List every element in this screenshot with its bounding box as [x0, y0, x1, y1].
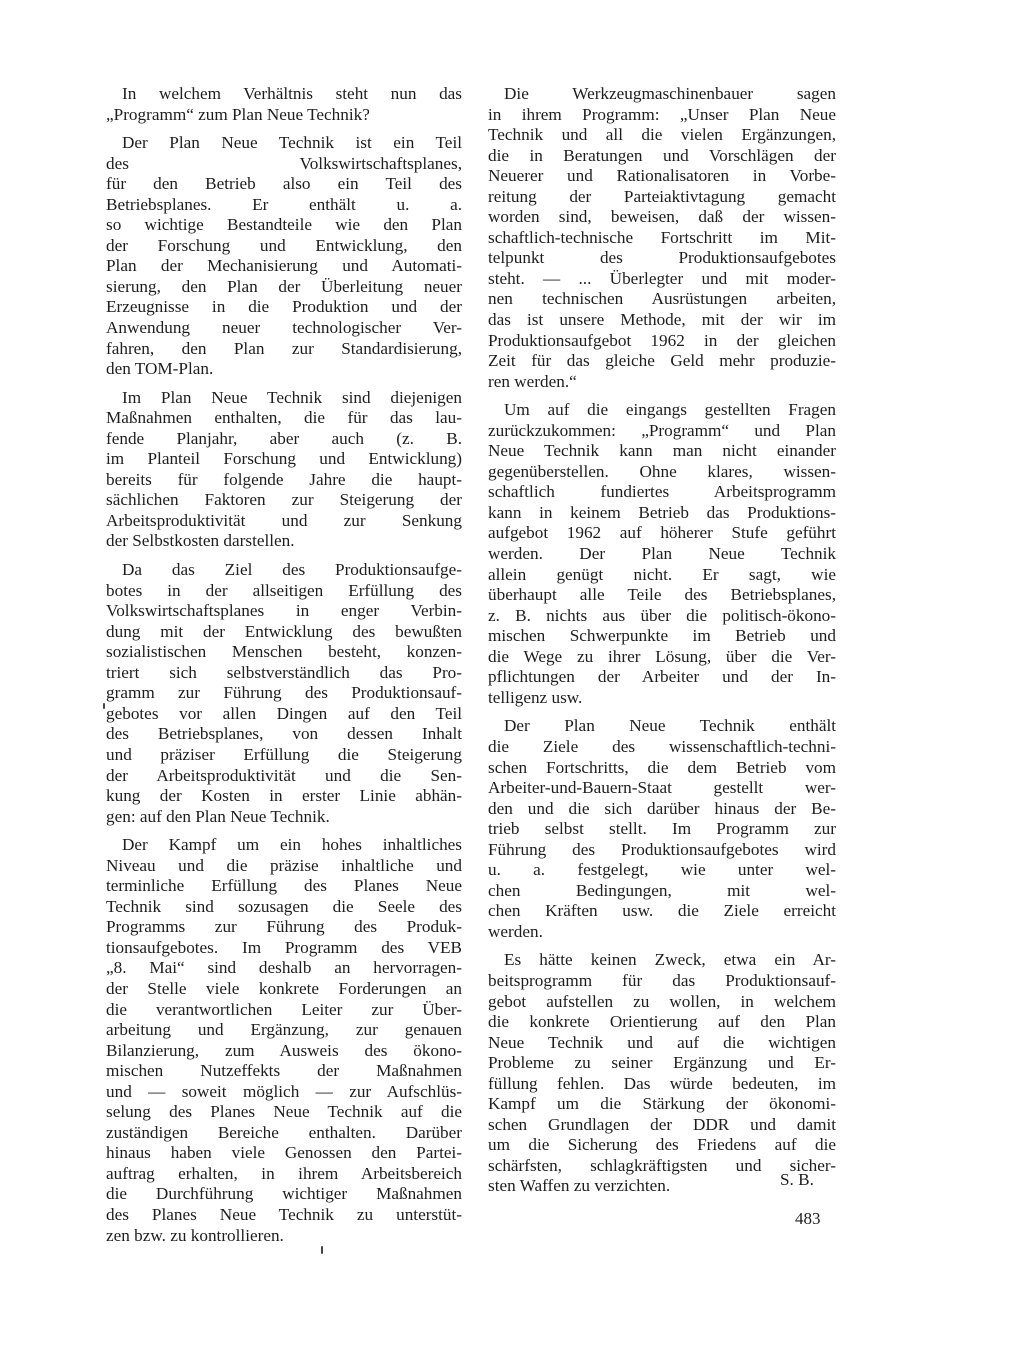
text-line: mischen Nutzeffekts der Maßnahmen: [106, 1061, 462, 1081]
text-line: die Durchführung wichtiger Maßnahmen: [106, 1184, 462, 1204]
left-column: [106, 84, 462, 1254]
text-line: trieb selbst stellt. Im Programm zur: [488, 819, 836, 839]
text-line: Da das Ziel des Produktionsaufge-: [122, 560, 462, 580]
text-line: selung des Planes Neue Technik auf die: [106, 1102, 462, 1122]
text-line: überhaupt alle Teile des Betriebsplanes,: [488, 585, 836, 605]
text-line: u. a. festgelegt, wie unter wel-: [488, 860, 836, 880]
text-line: schen Fortschritts, die dem Betrieb vom: [488, 757, 836, 777]
text-line: chen Bedingungen, mit wel-: [488, 880, 836, 900]
paragraph: [106, 560, 462, 827]
text-line: gen: auf den Plan Neue Technik.: [106, 806, 330, 826]
text-line: Kampf um die Stärkung der ökonomi-: [488, 1094, 836, 1114]
text-line: fahren, den Plan zur Standardisierung,: [106, 338, 462, 358]
text-line: sten Waffen zu verzichten.: [488, 1176, 671, 1196]
text-line: Maßnahmen enthalten, die für das lau-: [106, 408, 462, 428]
text-line: der Selbstkosten darstellen.: [106, 531, 295, 551]
text-line: Produktionsaufgebot 1962 in der gleichen: [488, 330, 836, 350]
text-line: gebotes vor allen Dingen auf den Teil: [106, 703, 462, 723]
paragraph: [488, 950, 836, 1197]
text-line: Neue Technik und auf die wichtigen: [488, 1032, 836, 1052]
paragraph: [106, 133, 462, 380]
text-line: und präziser Erfüllung die Steigerung: [106, 744, 462, 764]
text-line: die Ziele des wissenschaftlich-techni-: [488, 736, 836, 756]
text-line: Volkswirtschaftsplanes in enger Verbin-: [106, 601, 462, 621]
text-line: „Programm“ zum Plan Neue Technik?: [106, 104, 370, 124]
paragraph: [106, 388, 462, 552]
text-line: schaftlich fundiertes Arbeitsprogramm: [488, 482, 836, 502]
text-line: terminliche Erfüllung des Planes Neue: [106, 876, 462, 896]
text-line: beitsprogramm für das Produktionsauf-: [488, 970, 836, 990]
text-line: aufgebot 1962 auf höherer Stufe geführt: [488, 523, 836, 543]
text-line: Bilanzierung, zum Ausweis des ökono-: [106, 1040, 462, 1060]
text-line: Der Plan Neue Technik enthält: [504, 716, 836, 736]
paragraph: [106, 84, 462, 125]
text-line: Im Plan Neue Technik sind diejenigen: [122, 387, 462, 407]
text-line: das ist unsere Methode, mit der wir im: [488, 310, 836, 330]
text-line: sächlichen Faktoren zur Steigerung der: [106, 490, 462, 510]
text-line: steht. — ... Überlegter und mit moder-: [488, 268, 836, 288]
text-line: mischen Schwerpunkte im Betrieb und: [488, 626, 836, 646]
author-signature: S. B.: [780, 1170, 814, 1189]
text-line: Technik sind sozusagen die Seele des: [106, 896, 462, 916]
text-line: Neue Technik kann man nicht einander: [488, 441, 836, 461]
text-line: Arbeiter-und-Bauern-Staat gestellt wer-: [488, 778, 836, 798]
text-line: reitung der Parteiaktivtagung gemacht: [488, 186, 836, 206]
text-line: z. B. nichts aus über die politisch-ökono-: [488, 605, 836, 625]
text-line: auftrag erhalten, in ihrem Arbeitsbereich: [106, 1163, 462, 1183]
text-line: dung mit der Entwicklung des bewußten: [106, 621, 462, 641]
text-line: pflichtungen der Arbeiter und der In-: [488, 667, 836, 687]
text-line: Programms zur Führung des Produk-: [106, 917, 462, 937]
text-line: Der Plan Neue Technik ist ein Teil: [122, 133, 462, 153]
text-line: chen Kräften usw. die Ziele erreicht: [488, 901, 836, 921]
text-line: Betriebsplanes. Er enthält u. a.: [106, 194, 462, 214]
text-line: Technik und all die vielen Ergänzungen,: [488, 125, 836, 145]
text-line: bereits für folgende Jahre die haupt-: [106, 469, 462, 489]
text-line: werden.: [488, 921, 543, 941]
text-line: Der Kampf um ein hohes inhaltliches: [122, 835, 462, 855]
text-line: des Betriebsplanes, von dessen Inhalt: [106, 724, 462, 744]
paragraph: [488, 400, 836, 708]
paragraph: [488, 716, 836, 942]
text-line: arbeitung und Ergänzung, zur genauen: [106, 1020, 462, 1040]
text-line: hinaus haben viele Genossen den Partei-: [106, 1143, 462, 1163]
text-line: in ihrem Programm: „Unser Plan Neue: [488, 104, 836, 124]
text-line: „8. Mai“ sind deshalb an hervorragen-: [106, 958, 462, 978]
text-line: triert sich selbstverständlich das Pro-: [106, 662, 462, 682]
text-line: allein genügt nicht. Er sagt, wie: [488, 564, 836, 584]
text-line: zuständigen Bereiche enthalten. Darüber: [106, 1122, 462, 1142]
text-line: füllung fehlen. Das würde bedeuten, im: [488, 1073, 836, 1093]
text-line: den und die sich darüber hinaus der Be-: [488, 798, 836, 818]
text-line: so wichtige Bestandteile wie den Plan: [106, 215, 462, 235]
text-line: Probleme zu seiner Ergänzung und Er-: [488, 1053, 836, 1073]
text-line: fende Planjahr, aber auch (z. B.: [106, 428, 462, 448]
text-line: sierung, den Plan der Überleitung neuer: [106, 276, 462, 296]
text-line: schen Grundlagen der DDR und damit: [488, 1114, 836, 1134]
text-line: gegenüberstellen. Ohne klares, wissen-: [488, 461, 836, 481]
text-line: gramm zur Führung des Produktionsauf-: [106, 683, 462, 703]
text-line: Es hätte keinen Zweck, etwa ein Ar-: [504, 950, 836, 970]
text-line: In welchem Verhältnis steht nun das: [122, 84, 462, 103]
text-line: den TOM-Plan.: [106, 359, 214, 379]
scan-speck: [321, 1246, 323, 1254]
text-line: kung der Kosten in erster Linie abhän-: [106, 786, 462, 806]
text-line: die konkrete Orientierung auf den Plan: [488, 1012, 836, 1032]
text-line: Plan der Mechanisierung und Automati-: [106, 256, 462, 276]
text-line: der Stelle viele konkrete Forderungen an: [106, 978, 462, 998]
right-column: [488, 84, 836, 1205]
text-line: der Arbeitsproduktivität und die Sen-: [106, 765, 462, 785]
text-line: für den Betrieb also ein Teil des: [106, 174, 462, 194]
text-line: gebot aufstellen zu wollen, in welchem: [488, 991, 836, 1011]
text-line: zurückzukommen: „Programm“ und Plan: [488, 420, 836, 440]
paragraph: [106, 835, 462, 1246]
text-line: worden sind, beweisen, daß der wissen-: [488, 207, 836, 227]
text-line: der Forschung und Entwicklung, den: [106, 235, 462, 255]
text-line: Niveau und die präzise inhaltliche und: [106, 855, 462, 875]
text-line: des Volkswirtschaftsplanes,: [106, 153, 462, 173]
text-line: Erzeugnisse in die Produktion und der: [106, 297, 462, 317]
text-line: Führung des Produktionsaufgebotes wird: [488, 839, 836, 859]
scan-speck: [103, 703, 105, 709]
text-line: Arbeitsproduktivität und zur Senkung: [106, 510, 462, 530]
text-line: zen bzw. zu kontrollieren.: [106, 1225, 284, 1245]
text-line: schärfsten, schlagkräftigsten und sicher-: [488, 1155, 836, 1175]
text-line: des Planes Neue Technik zu unterstüt-: [106, 1204, 462, 1224]
text-line: nen technischen Ausrüstungen arbeiten,: [488, 289, 836, 309]
text-line: Anwendung neuer technologischer Ver-: [106, 318, 462, 338]
text-line: Die Werkzeugmaschinenbauer sagen: [504, 84, 836, 103]
text-line: die Wege zu ihrer Lösung, über die Ver-: [488, 646, 836, 666]
text-line: tionsaufgebotes. Im Programm des VEB: [106, 937, 462, 957]
text-line: telpunkt des Produktionsaufgebotes: [488, 248, 836, 268]
page-number: 483: [795, 1209, 821, 1228]
text-line: die verantwortlichen Leiter zur Über-: [106, 999, 462, 1019]
text-line: werden. Der Plan Neue Technik: [488, 544, 836, 564]
text-line: um die Sicherung des Friedens auf die: [488, 1135, 836, 1155]
text-line: die in Beratungen und Vorschlägen der: [488, 145, 836, 165]
text-line: und — soweit möglich — zur Aufschlüs-: [106, 1081, 462, 1101]
text-line: Neuerer und Rationalisatoren in Vorbe-: [488, 166, 836, 186]
text-line: telligenz usw.: [488, 687, 583, 707]
text-line: Um auf die eingangs gestellten Fragen: [504, 400, 836, 420]
text-line: schaftlich-technische Fortschritt im Mit-: [488, 227, 836, 247]
text-line: ren werden.“: [488, 371, 577, 391]
text-line: botes in der allseitigen Erfüllung des: [106, 580, 462, 600]
text-line: kann in keinem Betrieb das Produktions-: [488, 502, 836, 522]
text-line: im Planteil Forschung und Entwicklung): [106, 449, 462, 469]
paragraph: [488, 84, 836, 392]
text-line: Zeit für das gleiche Geld mehr produzie-: [488, 351, 836, 371]
text-line: sozialistischen Menschen besteht, konzen-: [106, 642, 462, 662]
